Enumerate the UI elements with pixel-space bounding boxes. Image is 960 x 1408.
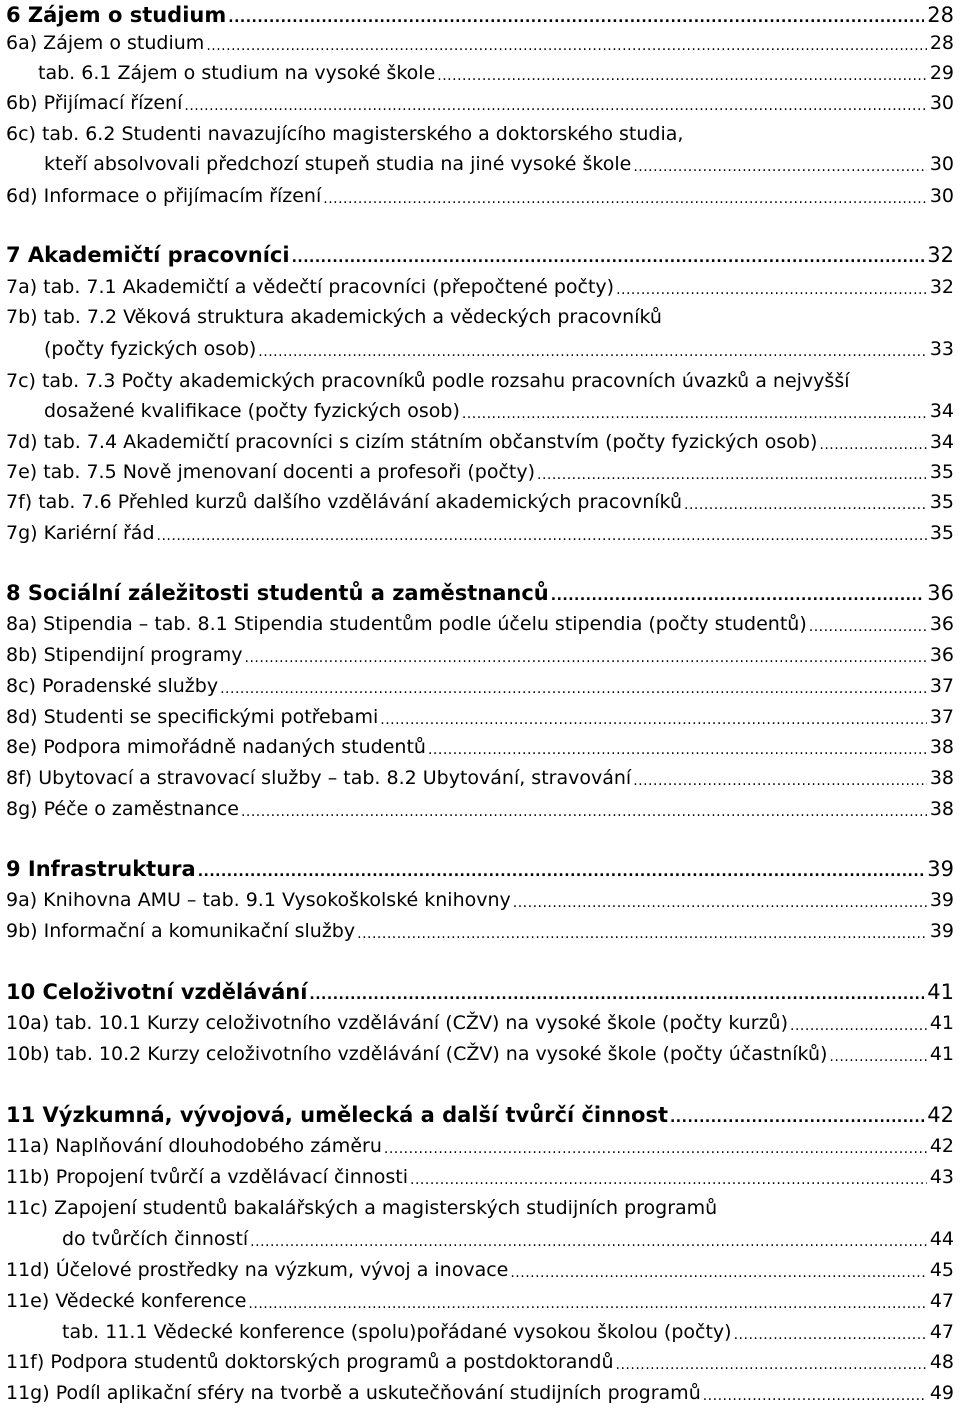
- toc-page-number: 28: [927, 3, 954, 27]
- toc-entry-text: 7g) Kariérní řád: [6, 522, 155, 544]
- dot-leader: [631, 773, 927, 789]
- toc-entry-text: 11 Výzkumná, vývojová, umělecká a další tvůrčí činnost: [6, 1103, 668, 1127]
- toc-entry-text: 11e) Vědecké konference: [6, 1290, 247, 1312]
- toc-page-number: 33: [929, 338, 954, 360]
- toc-page-number: 30: [929, 185, 954, 207]
- toc-entry[interactable]: [0, 427, 960, 457]
- toc-entry[interactable]: [0, 396, 960, 426]
- dot-leader: [732, 1327, 927, 1343]
- toc-entry[interactable]: [0, 732, 960, 762]
- toc-entry-text: 11b) Propojení tvůrčí a vzdělávací činnosti: [6, 1166, 409, 1188]
- toc-entry[interactable]: [0, 487, 960, 517]
- toc-entry-text: (počty fyzických osob): [44, 338, 257, 360]
- toc-entry-text: 8c) Poradenské služby: [6, 675, 219, 697]
- toc-page-number: 28: [929, 32, 954, 54]
- dot-leader: [204, 38, 927, 54]
- dot-leader: [248, 1234, 927, 1250]
- dot-leader: [182, 98, 926, 114]
- toc-page-number: 41: [927, 980, 954, 1004]
- toc-page-number: 37: [929, 706, 954, 728]
- toc-entry-text: 11c) Zapojení studentů bakalářských a magisterských studijních programů: [6, 1197, 718, 1219]
- dot-leader: [817, 437, 926, 453]
- toc-entry-text: 8b) Stipendijní programy: [6, 644, 243, 666]
- toc-entry-text: 10b) tab. 10.2 Kurzy celoživotního vzdělávání (CŽV) na vysoké škole (počty účastníků): [6, 1043, 828, 1065]
- toc-entry[interactable]: [0, 334, 960, 364]
- toc-entry-text: 10a) tab. 10.1 Kurzy celoživotního vzdělávání (CŽV) na vysoké škole (počty kurzů): [6, 1012, 789, 1034]
- toc-page-number: 37: [929, 675, 954, 697]
- toc-entry[interactable]: [0, 1131, 960, 1161]
- toc-entry[interactable]: [0, 88, 960, 118]
- toc-entry-text: 7d) tab. 7.4 Akademičtí pracovníci s cizím státním občanstvím (počty fyzických osob): [6, 431, 818, 453]
- toc-entry[interactable]: [0, 1193, 960, 1223]
- toc-heading[interactable]: [0, 578, 960, 608]
- dot-leader: [701, 1388, 927, 1404]
- toc-entry[interactable]: [0, 1008, 960, 1038]
- toc-entry[interactable]: [0, 885, 960, 915]
- toc-page-number: 41: [929, 1043, 954, 1065]
- toc-entry[interactable]: [0, 1317, 960, 1347]
- toc-entry-text: tab. 6.1 Zájem o studium na vysoké škole: [38, 62, 436, 84]
- dot-leader: [196, 864, 925, 880]
- toc-heading[interactable]: [0, 240, 960, 270]
- toc-page-number: 44: [929, 1228, 954, 1250]
- toc-entry-text: 8 Sociální záležitosti studentů a zaměstnanců: [6, 581, 549, 605]
- toc-page-number: 32: [927, 243, 954, 267]
- toc-entry[interactable]: [0, 702, 960, 732]
- toc-entry[interactable]: [0, 1162, 960, 1192]
- toc-entry-text: 8e) Podpora mimořádně nadaných studentů: [6, 736, 426, 758]
- toc-entry-text: 8f) Ubytovací a stravovací služby – tab. 8.2 Ubytování, stravování: [6, 767, 632, 789]
- toc-page-number: 47: [929, 1290, 954, 1312]
- dot-leader: [290, 250, 925, 266]
- toc-heading[interactable]: [0, 854, 960, 884]
- dot-leader: [382, 1141, 927, 1157]
- toc-entry-text: 8g) Péče o zaměstnance: [6, 798, 239, 820]
- toc-entry[interactable]: [0, 1255, 960, 1285]
- toc-entry-text: 7a) tab. 7.1 Akademičtí a vědečtí pracovníci (přepočtené počty): [6, 276, 615, 298]
- toc-entry-text: 11f) Podpora studentů doktorských programů a postdoktorandů: [6, 1351, 614, 1373]
- toc-entry-text: dosažené kvalifikace (počty fyzických osob): [44, 400, 460, 422]
- toc-page-number: 35: [929, 522, 954, 544]
- toc-page-number: 38: [929, 736, 954, 758]
- toc-heading[interactable]: [0, 977, 960, 1007]
- toc-entry[interactable]: [0, 302, 960, 332]
- toc-page-number: 30: [929, 153, 954, 175]
- toc-entry-text: 6a) Zájem o studium: [6, 32, 205, 54]
- toc-entry-text: 7 Akademičtí pracovníci: [6, 243, 290, 267]
- dot-leader: [535, 467, 927, 483]
- toc-page-number: 45: [929, 1259, 954, 1281]
- toc-entry[interactable]: [0, 1347, 960, 1377]
- toc-entry-text: tab. 11.1 Vědecké konference (spolu)pořádané vysokou školou (počty): [62, 1321, 732, 1343]
- toc-entry-text: 7e) tab. 7.5 Nově jmenovaní docenti a profesoři (počty): [6, 461, 535, 483]
- toc-entry-text: 7b) tab. 7.2 Věková struktura akademických a vědeckých pracovníků: [6, 306, 662, 328]
- toc-entry[interactable]: [0, 1286, 960, 1316]
- toc-entry-text: 9b) Informační a komunikační služby: [6, 920, 356, 942]
- toc-entry-text: 9 Infrastruktura: [6, 857, 196, 881]
- toc-entry-text: 11d) Účelové prostředky na výzkum, vývoj a inovace: [6, 1259, 509, 1281]
- dot-leader: [321, 191, 927, 207]
- toc-entry-text: 8d) Studenti se specifickými potřebami: [6, 706, 379, 728]
- toc-entry[interactable]: [0, 763, 960, 793]
- toc-entry[interactable]: [0, 1378, 960, 1408]
- toc-page-number: 43: [929, 1166, 954, 1188]
- toc-entry-text: 8a) Stipendia – tab. 8.1 Stipendia studentům podle účelu stipendia (počty studentů): [6, 613, 807, 635]
- toc-page-number: 38: [929, 798, 954, 820]
- toc-page-number: 34: [929, 431, 954, 453]
- toc-entry-text: 7f) tab. 7.6 Přehled kurzů dalšího vzdělávání akademických pracovníků: [6, 491, 683, 513]
- dot-leader: [155, 528, 927, 544]
- toc-page-number: 39: [927, 857, 954, 881]
- toc-heading[interactable]: [0, 0, 960, 30]
- toc-page-number: 29: [929, 62, 954, 84]
- toc-entry-text: 6b) Přijímací řízení: [6, 92, 183, 114]
- toc-page-number: 32: [929, 276, 954, 298]
- toc-page-number: 39: [929, 920, 954, 942]
- dot-leader: [435, 68, 927, 84]
- dot-leader: [682, 497, 927, 513]
- toc-entry[interactable]: [0, 609, 960, 639]
- toc-entry-text: kteří absolvovali předchozí stupeň studia na jiné vysoké škole: [44, 153, 632, 175]
- toc-page-number: 35: [929, 461, 954, 483]
- dot-leader: [246, 1296, 926, 1312]
- toc-entry-text: 10 Celoživotní vzdělávání: [6, 980, 308, 1004]
- dot-leader: [511, 895, 927, 911]
- toc-page-number: 30: [929, 92, 954, 114]
- toc-page-number: 36: [929, 613, 954, 635]
- dot-leader: [614, 282, 927, 298]
- toc-page-number: 34: [929, 400, 954, 422]
- dot-leader: [807, 619, 927, 635]
- toc-page-number: 41: [929, 1012, 954, 1034]
- toc-page-number: 49: [929, 1382, 954, 1404]
- dot-leader: [243, 650, 927, 666]
- toc-entry-text: 9a) Knihovna AMU – tab. 9.1 Vysokoškolské knihovny: [6, 889, 511, 911]
- dot-leader: [239, 804, 927, 820]
- toc-page-number: 35: [929, 491, 954, 513]
- toc-entry[interactable]: [0, 671, 960, 701]
- dot-leader: [378, 712, 927, 728]
- toc-entry[interactable]: [0, 640, 960, 670]
- toc-entry[interactable]: [0, 1039, 960, 1069]
- dot-leader: [631, 159, 927, 175]
- dot-leader: [460, 406, 927, 422]
- toc-entry-text: 6 Zájem o studium: [6, 3, 227, 27]
- toc-page-number: 36: [927, 581, 954, 605]
- dot-leader: [426, 742, 927, 758]
- toc-page-number: 36: [929, 644, 954, 666]
- toc-entry[interactable]: [0, 366, 960, 396]
- dot-leader: [226, 10, 924, 26]
- dot-leader: [788, 1018, 927, 1034]
- toc-entry-text: 11g) Podíl aplikační sféry na tvorbě a uskutečňování studijních programů: [6, 1382, 701, 1404]
- dot-leader: [668, 1110, 924, 1126]
- toc-entry[interactable]: [0, 58, 960, 88]
- toc-entry[interactable]: [0, 119, 960, 149]
- dot-leader: [549, 588, 925, 604]
- toc-entry-text: 11a) Naplňování dlouhodobého záměru: [6, 1135, 382, 1157]
- toc-entry-text: 6d) Informace o přijímacím řízení: [6, 185, 322, 207]
- toc-heading[interactable]: [0, 1100, 960, 1130]
- toc-page-number: 38: [929, 767, 954, 789]
- toc-entry[interactable]: [0, 794, 960, 824]
- toc-page-number: 42: [927, 1103, 954, 1127]
- toc-page-number: 42: [929, 1135, 954, 1157]
- dot-leader: [614, 1357, 927, 1373]
- toc-entry[interactable]: [0, 518, 960, 548]
- toc-entry[interactable]: [0, 28, 960, 58]
- toc-entry-text: 7c) tab. 7.3 Počty akademických pracovníků podle rozsahu pracovních úvazků a nejvyšší: [6, 370, 850, 392]
- toc-entry[interactable]: [0, 916, 960, 946]
- dot-leader: [355, 926, 927, 942]
- toc-page-number: 48: [929, 1351, 954, 1373]
- toc-entry[interactable]: [0, 272, 960, 302]
- toc-page-number: 47: [929, 1321, 954, 1343]
- toc-entry-text: 6c) tab. 6.2 Studenti navazujícího magisterského a doktorského studia,: [6, 123, 684, 145]
- dot-leader: [508, 1265, 926, 1281]
- toc-entry-text: do tvůrčích činností: [62, 1228, 249, 1250]
- toc-entry[interactable]: [0, 457, 960, 487]
- toc-page-number: 39: [929, 889, 954, 911]
- dot-leader: [408, 1172, 927, 1188]
- dot-leader: [307, 987, 924, 1003]
- dot-leader: [218, 681, 927, 697]
- toc-entry[interactable]: [0, 149, 960, 179]
- toc-entry[interactable]: [0, 1224, 960, 1254]
- dot-leader: [256, 344, 927, 360]
- toc-entry[interactable]: [0, 181, 960, 211]
- dot-leader: [827, 1049, 926, 1065]
